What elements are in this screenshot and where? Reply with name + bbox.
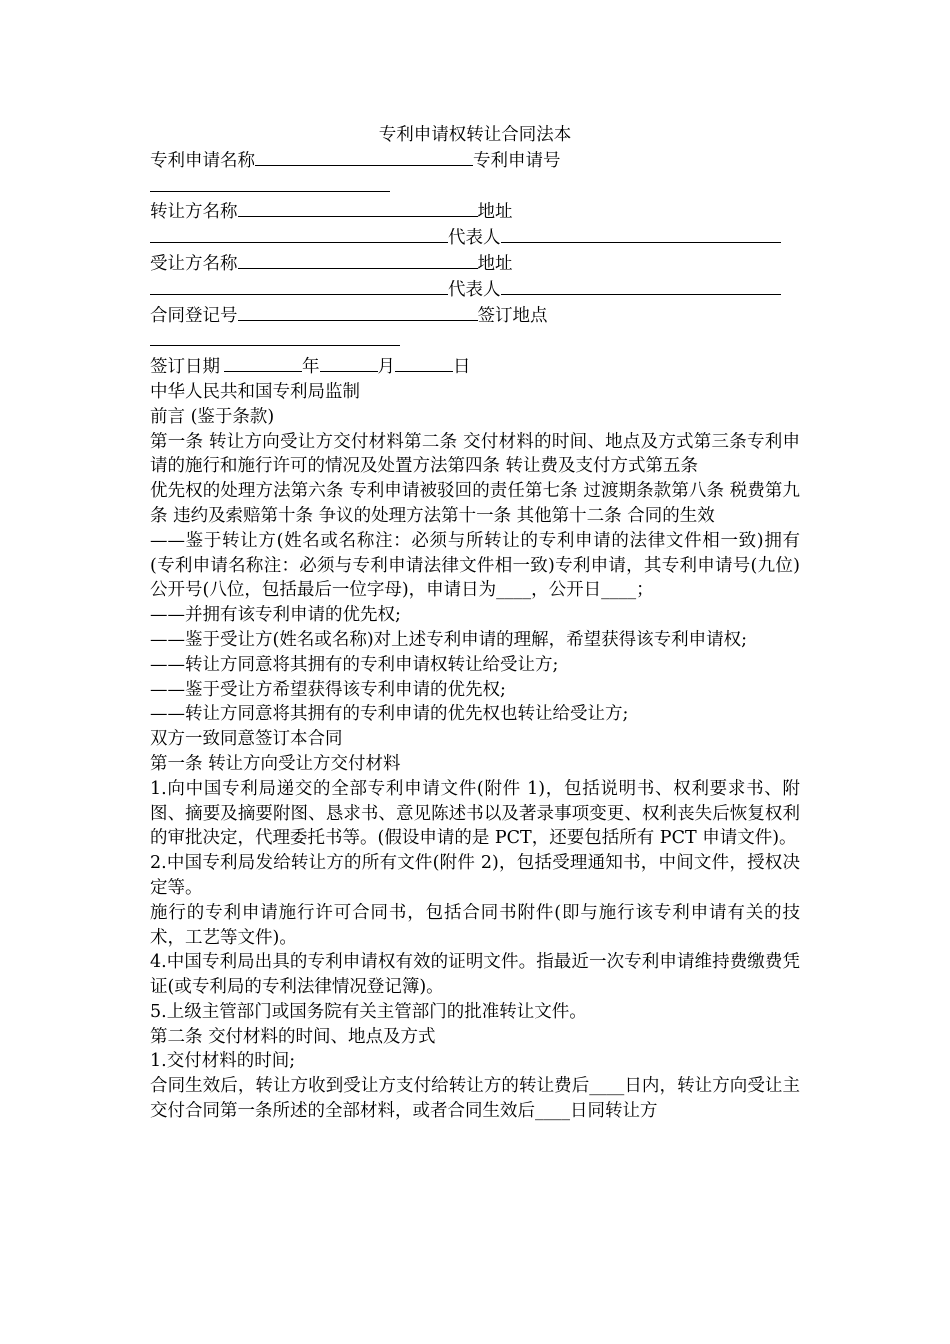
paragraph: ——转让方同意将其拥有的专利申请的优先权也转让给受让方; bbox=[150, 704, 629, 725]
transferor-representative-blank[interactable] bbox=[501, 225, 781, 243]
paragraph: 5.上级主管部门或国务院有关主管部门的批准转让文件。 bbox=[150, 1001, 587, 1022]
transferee-representative-blank[interactable] bbox=[501, 277, 781, 295]
paragraph: 优先权的处理方法第六条 专利申请被驳回的责任第七条 过渡期条款第八条 税费第九条 违约及索赔第十条 争议的处理方法第十一条 其他第十二条 合同的生效 bbox=[150, 481, 800, 526]
transferee-blank[interactable] bbox=[238, 251, 478, 269]
sign-place-blank[interactable] bbox=[150, 328, 400, 346]
sign-day-blank[interactable] bbox=[395, 354, 453, 372]
transferor-address-line bbox=[150, 225, 800, 251]
transferor-label: 转让方名称 bbox=[150, 202, 238, 223]
supervisor-line: 中华人民共和国专利局监制 bbox=[150, 381, 360, 402]
patent-name-blank[interactable] bbox=[255, 148, 473, 166]
contract-reg-line bbox=[150, 303, 800, 329]
sign-place-blank-line bbox=[150, 328, 800, 354]
transferor-representative-label: 代表人 bbox=[448, 228, 501, 249]
day-label: 日 bbox=[453, 357, 471, 378]
transferee-address-label: 地址 bbox=[477, 253, 513, 274]
transferor-line bbox=[150, 199, 800, 225]
contract-body bbox=[150, 405, 800, 1124]
paragraph: ——转让方同意将其拥有的专利申请权转让给受让方; bbox=[150, 654, 559, 675]
sign-year-blank[interactable] bbox=[224, 354, 302, 372]
paragraph: 合同生效后，转让方收到受让方支付给转让方的转让费后____日内，转让方向受让主交付合同第一条所述的全部材料，或者合同生效后____日同转让方 bbox=[150, 1076, 800, 1122]
paragraph: 第一条 转让方向受让方交付材料第二条 交付材料的时间、地点及方式第三条专利申请的施行和施行许可的情况及处置方法第四条 转让费及支付方式第五条 bbox=[150, 431, 800, 477]
paragraph: ——并拥有该专利申请的优先权; bbox=[150, 605, 401, 626]
contract-reg-label: 合同登记号 bbox=[150, 305, 238, 326]
sign-date-label: 签订日期 bbox=[150, 357, 220, 378]
section-heading: 第一条 转让方向受让方交付材料 bbox=[150, 753, 401, 774]
paragraph: ——鉴于受让方希望获得该专利申请的优先权; bbox=[150, 679, 506, 700]
document-title: 专利申请权转让合同法本 bbox=[378, 125, 572, 145]
transferee-address-blank[interactable] bbox=[150, 277, 448, 295]
document-page bbox=[150, 123, 800, 1124]
patent-no-blank-line bbox=[150, 174, 800, 200]
paragraph: 1.交付材料的时间; bbox=[150, 1051, 296, 1072]
sign-place-label: 签订地点 bbox=[477, 305, 548, 326]
contract-reg-blank[interactable] bbox=[238, 303, 478, 321]
transferor-address-label: 地址 bbox=[477, 202, 513, 223]
paragraph: 施行的专利申请施行许可合同书，包括合同书附件(即与施行该专利申请有关的技术，工艺等文件)。 bbox=[150, 902, 800, 948]
transferor-blank[interactable] bbox=[238, 199, 478, 217]
paragraph: 4.中国专利局出具的专利申请权有效的证明文件。指最近一次专利申请维持费缴费凭证(或专利局的专利法律情况登记簿)。 bbox=[150, 952, 800, 998]
section-heading: 第二条 交付材料的时间、地点及方式 bbox=[150, 1026, 436, 1047]
paragraph: 1.向中国专利局递交的全部专利申请文件(附件 1)，包括说明书、权利要求书、附图、摘要及摘要附图、恳求书、意见陈述书以及著录事项变更、权利丧失后恢复权利的审批决定，代理委托书等。(假设申请的是 PCT，还要包括所有 PCT 申请文件)。 bbox=[150, 778, 800, 849]
patent-name-label: 专利申请名称 bbox=[150, 150, 255, 171]
paragraph: ——鉴于转让方(姓名或名称注：必须与所转让的专利申请的法律文件相一致)拥有(专利申请名称注：必须与专利申请法律文件相一致)专利申请，其专利申请号(九位)公开号(八位，包括最后一位字母)，申请日为____，公开日____； bbox=[150, 530, 800, 601]
sign-month-blank[interactable] bbox=[320, 354, 378, 372]
patent-no-label: 专利申请号 bbox=[473, 150, 561, 171]
month-label: 月 bbox=[377, 357, 395, 378]
patent-no-blank[interactable] bbox=[150, 174, 390, 192]
patent-name-line bbox=[150, 148, 800, 174]
paragraph: 双方一致同意签订本合同 bbox=[150, 729, 343, 750]
paragraph: 前言 (鉴于条款) bbox=[150, 406, 275, 427]
transferee-representative-label: 代表人 bbox=[448, 279, 501, 300]
transferee-label: 受让方名称 bbox=[150, 253, 238, 274]
paragraph: 2.中国专利局发给转让方的所有文件(附件 2)，包括受理通知书，中间文件，授权决定等。 bbox=[150, 853, 800, 898]
transferor-address-blank[interactable] bbox=[150, 225, 448, 243]
transferee-address-line bbox=[150, 277, 800, 303]
paragraph: ——鉴于受让方(姓名或名称)对上述专利申请的理解，希望获得该专利申请权; bbox=[150, 629, 748, 650]
transferee-line bbox=[150, 251, 800, 277]
year-label: 年 bbox=[302, 357, 320, 378]
sign-date-line bbox=[150, 354, 800, 380]
